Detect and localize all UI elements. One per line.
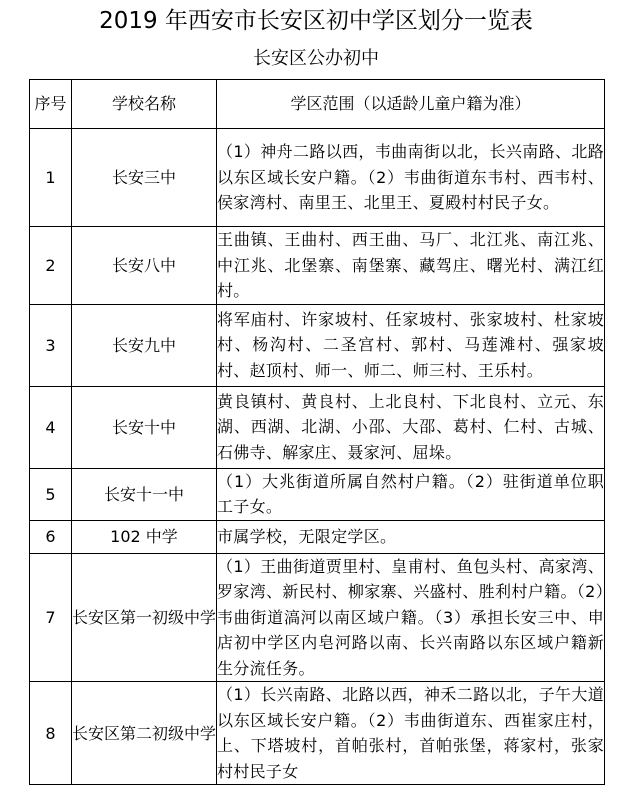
row-school-name: 长安区第二初级中学: [72, 682, 217, 785]
header-school-name: 学校名称: [72, 80, 217, 129]
table-row: [30, 386, 605, 468]
row-num: 4: [30, 386, 72, 468]
table-header-row: [30, 80, 605, 129]
table-row: [30, 304, 605, 386]
table-row: [30, 227, 605, 305]
row-school-name: 长安十中: [72, 386, 217, 468]
row-district-area: 黄良镇村、黄良村、上北良村、下北良村、立元、东湖、西湖、北湖、小邵、大邵、葛村、仁村、古城、石佛寺、解家庄、聂家河、屈垛。: [217, 386, 605, 468]
row-num: 6: [30, 520, 72, 553]
table-row: [30, 682, 605, 785]
row-district-area: 将军庙村、许家坡村、任家坡村、张家坡村、杜家坡村、杨沟村、二圣宫村、郭村、马莲滩村、强家坡村、赵顶村、师一、师二、师三村、王乐村。: [217, 304, 605, 386]
row-school-name: 102 中学: [72, 520, 217, 553]
row-num: 5: [30, 468, 72, 520]
row-num: 7: [30, 553, 72, 682]
header-district-area: 学区范围（以适龄儿童户籍为准）: [217, 80, 605, 129]
row-num: 3: [30, 304, 72, 386]
school-district-table: [29, 79, 605, 785]
row-school-name: 长安八中: [72, 227, 217, 305]
row-school-name: 长安区第一初级中学: [72, 553, 217, 682]
row-district-area: 市属学校，无限定学区。: [217, 520, 605, 553]
row-school-name: 长安三中: [72, 129, 217, 227]
row-num: 8: [30, 682, 72, 785]
row-district-area: （1）长兴南路、北路以西，神禾二路以北，子午大道以东区域长安户籍。（2）韦曲街道东、西崔家庄村，上、下塔坡村，首帕张村，首帕张堡，蒋家村，张家村村民子女: [217, 682, 605, 785]
row-school-name: 长安九中: [72, 304, 217, 386]
row-num: 1: [30, 129, 72, 227]
table-row: [30, 553, 605, 682]
row-district-area: 王曲镇、王曲村、西王曲、马厂、北江兆、南江兆、中江兆、北堡寨、南堡寨、藏驾庄、曙光村、满江红村。: [217, 227, 605, 305]
page-subtitle: 长安区公办初中: [253, 48, 379, 69]
table-row: [30, 520, 605, 553]
table-row: [30, 129, 605, 227]
row-district-area: （1）王曲街道贾里村、皇甫村、鱼包头村、高家湾、罗家湾、新民村、柳家寨、兴盛村、胜利村户籍。（2）韦曲街道滈河以南区域户籍。（3）承担长安三中、申店初中学区内皂河路以南、长兴南路以东区域户籍新生分流任务。: [217, 553, 605, 682]
table-row: [30, 468, 605, 520]
row-school-name: 长安十一中: [72, 468, 217, 520]
page-title: 2019 年西安市长安区初中学区划分一览表: [99, 8, 533, 34]
row-district-area: （1）大兆街道所属自然村户籍。（2）驻街道单位职工子女。: [217, 468, 605, 520]
row-num: 2: [30, 227, 72, 305]
header-num: 序号: [30, 80, 72, 129]
row-district-area: （1）神舟二路以西，韦曲南街以北，长兴南路、北路以东区域长安户籍。（2）韦曲街道东韦村、西韦村、侯家湾村、南里王、北里王、夏殿村村民子女。: [217, 129, 605, 227]
